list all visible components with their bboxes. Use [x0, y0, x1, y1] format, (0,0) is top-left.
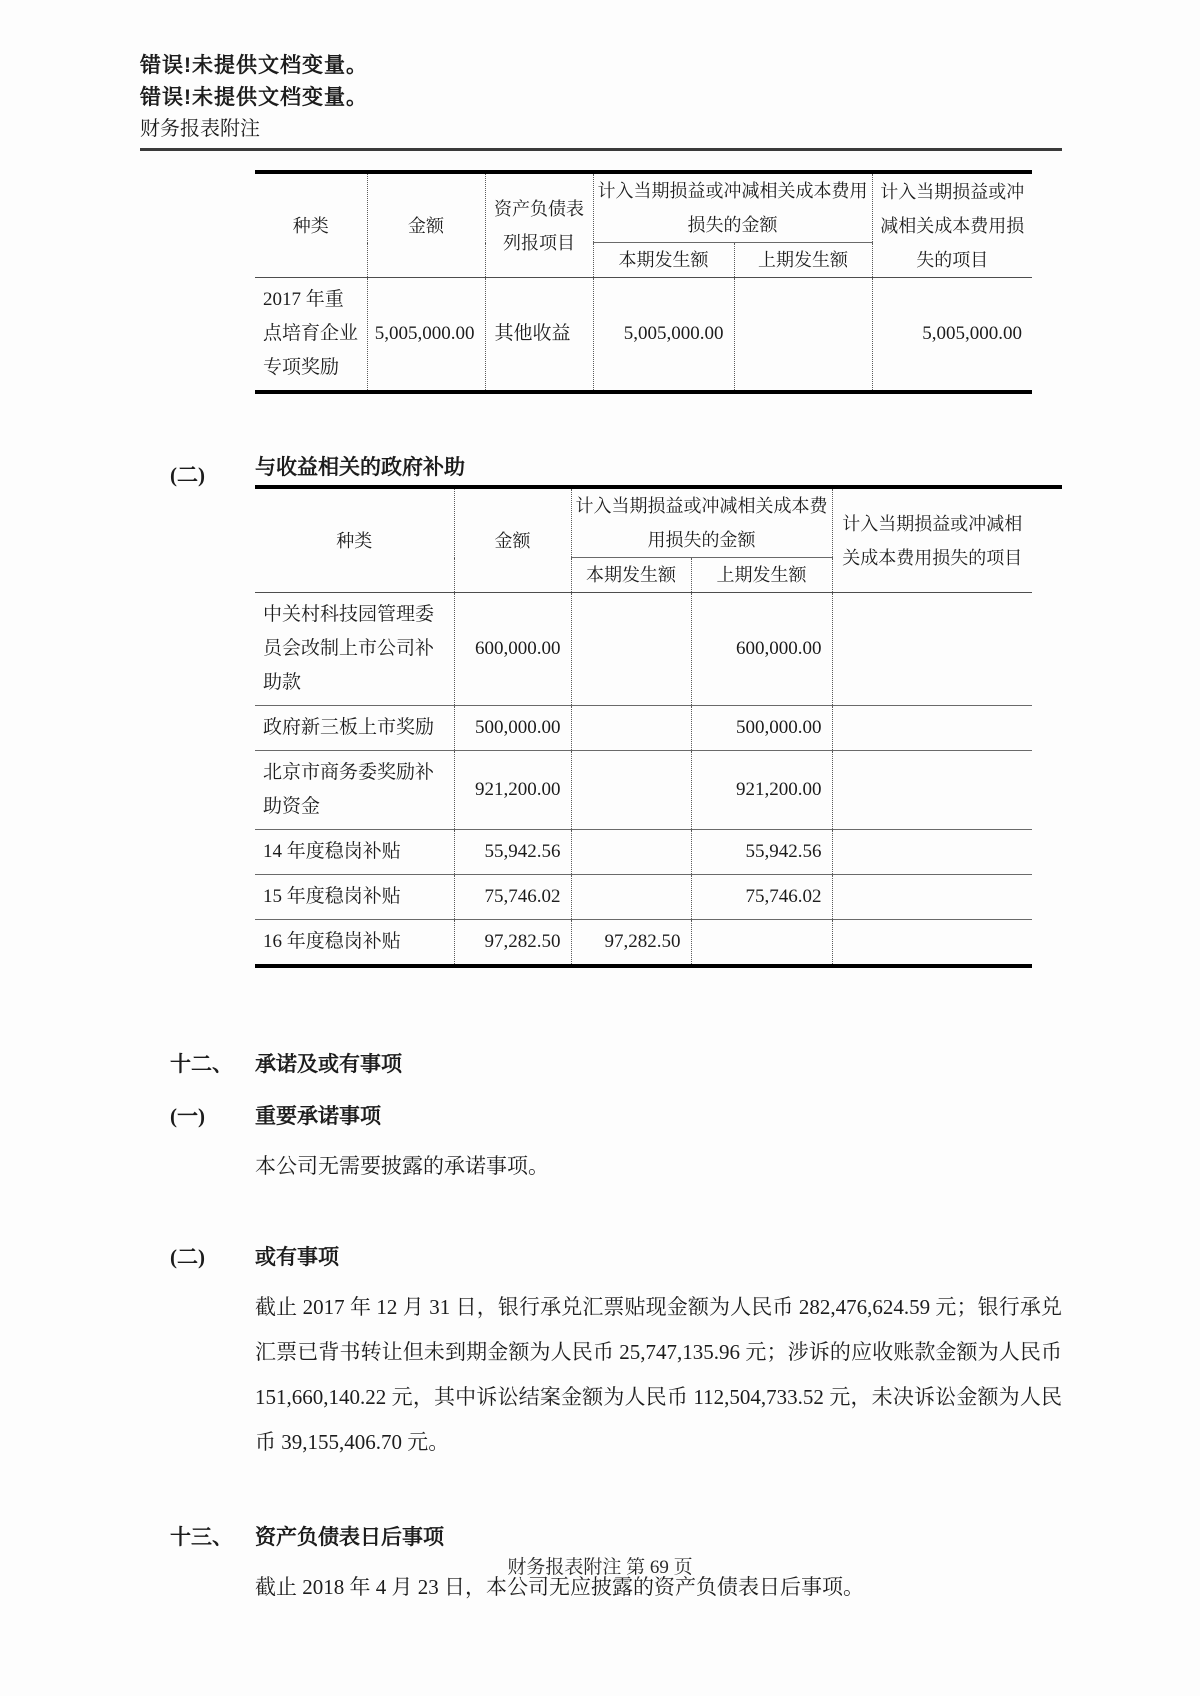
table-row [255, 593, 1032, 706]
table-row [255, 278, 1032, 393]
col-header-current-period: 本期发生额 [571, 558, 691, 593]
section-title: 资产负债表日后事项 [255, 1525, 444, 1549]
cell-current [571, 751, 691, 830]
cell-prior: 75,746.02 [691, 875, 832, 920]
col-header-prior-period: 上期发生额 [734, 243, 872, 278]
section-13-heading [140, 1521, 1062, 1551]
cell-type: 15 年度稳岗补贴 [255, 875, 454, 920]
cell-amount: 97,282.50 [454, 920, 571, 967]
cell-pl-item: 5,005,000.00 [872, 278, 1032, 393]
commitments-paragraph: 本公司无需要披露的承诺事项。 [255, 1154, 549, 1178]
cell-prior [734, 278, 872, 393]
header-error-line-1: 错误!未提供文档变量。 [140, 54, 368, 77]
section-number: (二) [170, 1245, 205, 1269]
col-header-type: 种类 [255, 172, 367, 278]
contingency-paragraph: 截止 2017 年 12 月 31 日，银行承兑汇票贴现金额为人民币 282,476,624.59 元；银行承兑汇票已背书转让但未到期金额为人民币 25,747,135.96 元；涉诉的应收账款金额为人民币 151,660,140.22 元，其中诉讼结案金额为人民币 112,504,733.52 元，未决诉讼金额为人民币 39,155,406.70 元。 [255, 1295, 1062, 1454]
col-header-pl-amount-group: 计入当期损益或冲减相关成本费用损失的金额 [593, 172, 872, 243]
section-title: 或有事项 [255, 1245, 339, 1269]
col-header-amount: 金额 [367, 172, 485, 278]
cell-type: 16 年度稳岗补贴 [255, 920, 454, 967]
header-error-line-2: 错误!未提供文档变量。 [140, 86, 368, 109]
header-doc-title: 财务报表附注 [140, 118, 260, 140]
cell-amount: 55,942.56 [454, 830, 571, 875]
section-12-heading [140, 1048, 1062, 1078]
table-row [255, 875, 1032, 920]
cell-pl-item [832, 830, 1032, 875]
cell-amount: 500,000.00 [454, 706, 571, 751]
cell-prior: 500,000.00 [691, 706, 832, 751]
subsequent-events-paragraph: 截止 2018 年 4 月 23 日，本公司无应披露的资产负债表日后事项。 [255, 1575, 864, 1599]
cell-type: 北京市商务委奖励补助资金 [255, 751, 454, 830]
section-number: (二) [170, 463, 205, 487]
cell-type: 中关村科技园管理委员会改制上市公司补助款 [263, 604, 435, 693]
col-header-bs-item: 资产负债表列报项目 [485, 172, 593, 278]
section-number: 十二、 [170, 1052, 233, 1076]
running-header [140, 50, 1062, 151]
cell-current [571, 875, 691, 920]
cell-amount: 75,746.02 [454, 875, 571, 920]
cell-prior: 55,942.56 [691, 830, 832, 875]
section-title: 承诺及或有事项 [255, 1052, 402, 1076]
col-header-amount: 金额 [454, 489, 571, 593]
section-title: 重要承诺事项 [255, 1104, 381, 1128]
section-title: 与收益相关的政府补助 [255, 451, 1062, 489]
section-12-2-heading [140, 1241, 1062, 1271]
col-header-current-period: 本期发生额 [593, 243, 734, 278]
col-header-pl-item: 计入当期损益或冲减相关成本费用损失的项目 [832, 489, 1032, 593]
col-header-prior-period: 上期发生额 [691, 558, 832, 593]
cell-current [571, 593, 691, 706]
table-row [255, 830, 1032, 875]
cell-prior [691, 920, 832, 967]
cell-current [571, 706, 691, 751]
cell-type: 14 年度稳岗补贴 [255, 830, 454, 875]
cell-current [571, 830, 691, 875]
col-header-pl-amount-group: 计入当期损益或冲减相关成本费用损失的金额 [571, 489, 832, 558]
cell-pl-item [832, 593, 1032, 706]
cell-pl-item [832, 706, 1032, 751]
cell-current: 97,282.50 [571, 920, 691, 967]
cell-pl-item [832, 875, 1032, 920]
table-row [255, 920, 1032, 967]
col-header-type: 种类 [255, 489, 454, 593]
section-number: (一) [170, 1104, 205, 1128]
cell-prior: 600,000.00 [691, 593, 832, 706]
cell-pl-item [832, 751, 1032, 830]
asset-subsidy-table [255, 170, 1032, 394]
table-row [255, 751, 1032, 830]
cell-type: 政府新三板上市奖励 [255, 706, 454, 751]
section-12-1-heading [140, 1100, 1062, 1130]
cell-bs-item: 其他收益 [485, 278, 593, 393]
cell-current: 5,005,000.00 [593, 278, 734, 393]
col-header-pl-item: 计入当期损益或冲减相关成本费用损失的项目 [872, 172, 1032, 278]
section-income-subsidy-heading [140, 451, 1062, 489]
page-footer: 财务报表附注 第 69 页 [507, 1557, 693, 1578]
cell-amount: 921,200.00 [454, 751, 571, 830]
cell-pl-item [832, 920, 1032, 967]
income-subsidy-table [255, 489, 1032, 968]
table-row [255, 706, 1032, 751]
cell-amount: 600,000.00 [454, 593, 571, 706]
header-rule [140, 148, 1062, 151]
section-number: 十三、 [170, 1525, 233, 1549]
cell-amount: 5,005,000.00 [367, 278, 485, 393]
cell-type: 2017 年重点培育企业专项奖励 [263, 289, 359, 378]
cell-prior: 921,200.00 [691, 751, 832, 830]
